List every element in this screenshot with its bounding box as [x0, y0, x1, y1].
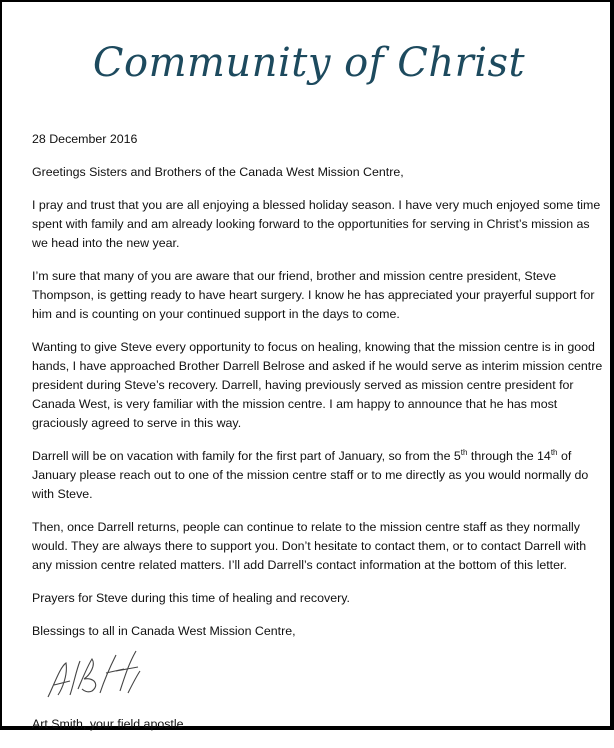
greeting-text: Greetings Sisters and Brothers of the Canada West Mission Centre,	[32, 165, 404, 179]
text-line: president during Steve’s recovery. Darrell, having previously served as mission centre president for	[32, 378, 574, 392]
text-line: him and is counting on your continued support in the days to come.	[32, 307, 400, 321]
text-line: January please reach out to one of the mission centre staff or to me directly as you would normally do	[32, 468, 589, 482]
signoff	[32, 715, 607, 734]
date-text: 28 December 2016	[32, 132, 138, 146]
text-line: I’m sure that many of you are aware that our friend, brother and mission centre president, Steve	[32, 269, 557, 283]
closing	[32, 622, 607, 641]
text-line: Prayers for Steve during this time of healing and recovery.	[32, 591, 350, 605]
text-line: Thompson, is getting ready to have heart surgery. I know he has appreciated your prayerful support for	[32, 288, 595, 302]
text-line	[32, 447, 607, 466]
superscript: th	[550, 448, 558, 457]
paragraph-4	[32, 447, 607, 504]
paragraph-6	[32, 589, 607, 608]
text-line: spent with family and am already looking forward to the opportunities for serving in Christ’s mission as	[32, 217, 590, 231]
closing-text: Blessings to all in Canada West Mission Centre,	[32, 624, 296, 638]
paragraph-2	[32, 267, 607, 324]
text-line: with Steve.	[32, 487, 93, 501]
text-segment: of	[557, 449, 572, 463]
signature	[40, 645, 150, 705]
text-line: Canada West, is very familiar with the mission centre. I am happy to announce that he has most	[32, 397, 558, 411]
text-line: graciously agreed to serve in this way.	[32, 416, 242, 430]
text-line: we head into the new year.	[32, 236, 180, 250]
text-segment: Darrell will be on vacation with family for the first part of January, so from the 5	[32, 449, 461, 463]
text-line: any mission centre related matters. I’ll add Darrell’s contact information at the bottom of this letter.	[32, 558, 567, 572]
text-line: hands, I have approached Brother Darrell Belrose and asked if he would serve as interim mission centre	[32, 359, 603, 373]
text-line: would. They are always there to support you. Don’t hesitate to contact them, or to contact Darrell with	[32, 539, 587, 553]
text-segment: through the 14	[467, 449, 551, 463]
text-line: Wanting to give Steve every opportunity to focus on healing, knowing that the mission centre is in good	[32, 340, 595, 354]
text-line: Then, once Darrell returns, people can continue to relate to the mission centre staff as they normally	[32, 520, 581, 534]
paragraph-5	[32, 518, 607, 575]
community-of-christ-logo: Community of Christ	[92, 40, 526, 86]
text-line: I pray and trust that you are all enjoying a blessed holiday season. I have very much enjoyed some time	[32, 198, 601, 212]
superscript: th	[460, 448, 468, 457]
letter-body	[32, 130, 607, 748]
letter-date	[32, 130, 607, 149]
letter-greeting	[32, 163, 607, 182]
paragraph-3	[32, 338, 607, 433]
paragraph-1	[32, 196, 607, 253]
signoff-text: Art Smith, your field apostle	[32, 717, 184, 731]
